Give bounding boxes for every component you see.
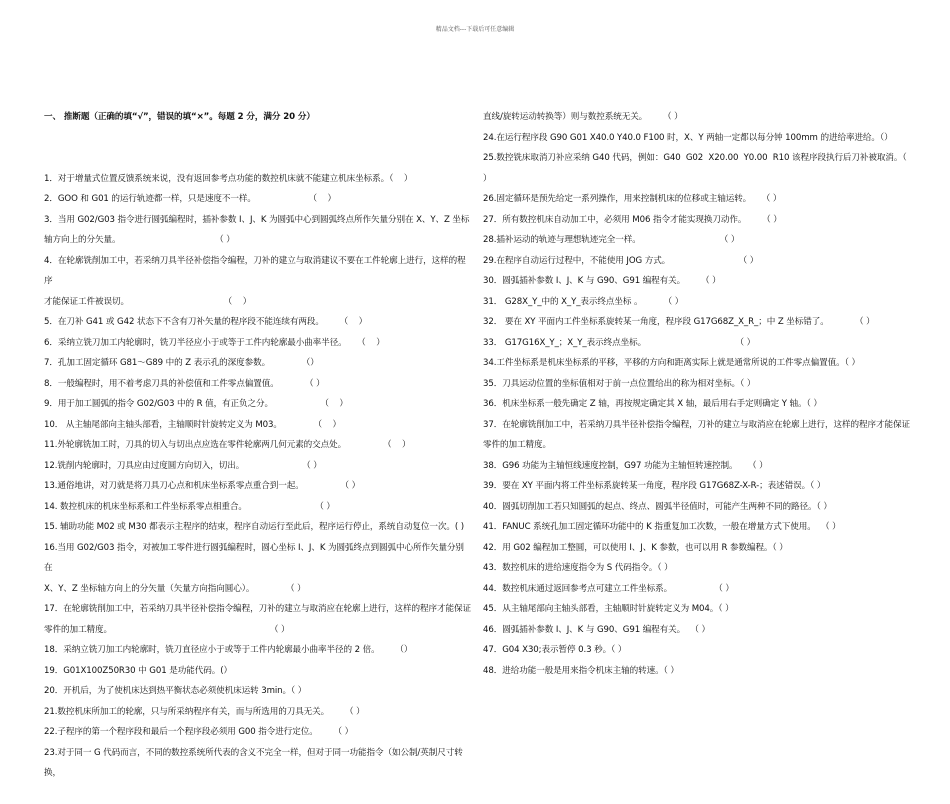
question-line: 2．GOO 和 G01 的运行轨迹都一样，只是速度不一样。 （ ） — [44, 194, 336, 204]
question-line: 45．从主轴尾部向主轴头部看，主轴顺时针旋转定义为 M04。（ ） — [483, 604, 734, 614]
question-line: 10． 从主轴尾部向主轴头部看，主轴顺时针旋转定义为 M03。 （ ） — [44, 419, 341, 430]
question-line: 33． G17G16X_Y_；X_Y_表示终点坐标。 （ ） — [483, 337, 756, 348]
question-line: 43．数控机床的进给速度指令为 S 代码指令。（ ） — [483, 563, 673, 573]
question-line: 41．FANUC 系统孔加工固定循环功能中的 K 指重复加工次数，一般在增量方式下使用。 （ ） — [483, 522, 841, 532]
question-line: 19．G01X100Z50R30 中 G01 是功能代码。(） — [44, 665, 232, 676]
question-line: 28.插补运动的轨迹与理想轨迹完全一样。 （ ） — [483, 235, 740, 245]
question-line: 零件的加工精度。 （ ） — [44, 624, 290, 635]
question-line: 44．数控机床通过返回参考点可建立工件坐标系。 （ ） — [483, 583, 734, 594]
question-line: 40．圆弧切削加工若只知圆弧的起点、终点、圆弧半径值时，可能产生两种不同的路径。（ ） — [483, 501, 832, 512]
question-line: 35．刀具运动位置的坐标值相对于前一点位置给出的称为相对坐标。（ ） — [483, 378, 756, 389]
question-line: 26.固定循环是预先给定一系列操作，用来控制机床的位移或主轴运转。 （ ） — [483, 194, 782, 204]
question-line: 37．在轮廓铣削加工中，若采纳刀具半径补偿指令编程，刀补的建立与取消应在轮廓上进行，这样的程序才能保证 — [483, 419, 910, 430]
right-question-list — [483, 107, 913, 681]
question-line: 14. 数控机床的机床坐标系和工件坐标系零点相重合。 （ ） — [44, 501, 335, 512]
question-line: 34.工件坐标系是机床坐标系的平移，平移的方向和距离实际上就是通常所说的工件零点偏置值。（ ） — [483, 358, 860, 368]
question-line: 1．对于增量式位置反馈系统来说，没有返回参考点功能的数控机床就不能建立机床坐标系。（ ） — [44, 173, 413, 184]
left-column — [44, 66, 472, 804]
question-line: 15. 辅助功能 M02 或 M30 都表示主程序的结束，程序自动运行至此后，程序运行停止，系统自动复位一次。( ) — [44, 522, 465, 532]
question-line: 31． G28X_Y_中的 X_Y_表示终点坐标 。 （ ） — [483, 296, 684, 307]
question-line: 36．机床坐标系一般先确定 Z 轴，再按规定确定其 X 轴，最后用右手定则确定 Y 轴。（ ） — [483, 399, 822, 409]
question-line: 30．圆弧插补参数 I、J、K 与 G90、G91 编程有关。 （ ） — [483, 276, 721, 286]
question-line: 17．在轮廓铣削加工中，若采纳刀具半径补偿指令编程，刀补的建立与取消应在轮廓上进行，这样的程序才能保证 — [44, 604, 471, 614]
question-line: 23.对于同一 G 代码而言，不同的数控系统所代表的含义不完全一样，但对于同一功能指令（如公制/英制尺寸转换， — [44, 747, 463, 778]
question-line: 11.外轮廓铣加工时，刀具的切入与切出点应选在零件轮廓两几何元素的交点处。 （ ） — [44, 440, 411, 450]
question-line: 29.在程序自动运行过程中，不能使用 JOG 方式。 （ ） — [483, 255, 759, 266]
question-line: 47．G04 X30;表示暂停 0.3 秒。（ ） — [483, 645, 627, 655]
question-line: 48．进给功能一般是用来指令机床主轴的转速。（ ） — [483, 665, 679, 676]
question-line: 27．所有数控机床自动加工中，必须用 M06 指令才能实现换刀动作。 （ ） — [483, 214, 782, 225]
question-line: 18．采纳立铣刀加工内轮廓时，铣刀直径应小于或等于工件内轮廓最小曲率半径的 2 倍。 （） — [44, 645, 413, 655]
question-line: 4．在轮廓铣削加工中，若采纳刀具半径补偿指令编程，刀补的建立与取消建议不要在工件轮廓上进行，这样的程序 — [44, 255, 466, 286]
question-line: 直线/旋转运动转换等）则与数控系统无关。 （ ） — [483, 112, 683, 122]
question-line: 24.在运行程序段 G90 G01 X40.0 Y40.0 F100 时，X、Y 两轴一定都以每分钟 100mm 的进给率进给。（） — [483, 132, 893, 143]
question-line: 8．一般编程时，用不着考虑刀具的补偿值和工件零点偏置值。 （ ） — [44, 378, 325, 389]
question-line: 38．G96 功能为主轴恒线速度控制，G97 功能为主轴恒转速控制。 （ ） — [483, 460, 768, 471]
question-line: 32． 要在 XY 平面内工件坐标系旋转某一角度，程序段 G17G68Z_X_R_；中 Z 坐标错了。 （ ） — [483, 317, 875, 327]
question-line: 39．要在 XY 平面内将工件坐标系旋转某一角度，程序段 G17G68Z-X-R-；表述错误。（ ） — [483, 481, 826, 491]
left-question-list — [44, 169, 472, 784]
question-line: 13.通俗地讲，对刀就是将刀具刀心点和机床坐标系零点重合到一起。 （ ） — [44, 481, 361, 491]
question-line: ） — [483, 173, 492, 184]
question-line: 7．孔加工固定循环 G81～G89 中的 Z 表示孔的深度参数。 （） — [44, 358, 319, 368]
question-line: X、Y、Z 坐标轴方向上的分矢量（矢量方向指向圆心）。 （ ） — [44, 583, 306, 594]
question-line: 42．用 G02 编程加工整圆，可以使用 I、J、K 参数，也可以用 R 参数编程。（ ） — [483, 542, 788, 553]
section-title: 一、 推断题（正确的填“√”，错误的填“×”。每题 2 分，满分 20 分） — [44, 112, 315, 122]
question-line: 46．圆弧插补参数 I、J、K 与 G90、G91 编程有关。 （ ） — [483, 624, 711, 635]
question-line: 零件的加工精度。 — [483, 440, 551, 450]
question-line: 21.数控机床所加工的轮廓，只与所采纳程序有关，而与所选用的刀具无关。 （ ） — [44, 706, 365, 717]
question-line: 3．当用 G02/G03 指令进行圆弧编程时，插补参数 I、J、K 为圆弧中心到圆弧终点所作矢量分别在 X、Y、Z 坐标 — [44, 214, 470, 225]
question-line: 25.数控铣床取消刀补应采纳 G40 代码，例如：G40 G02 X20.00 Y0.00 R10 该程序段执行后刀补被取消。（ — [483, 153, 907, 163]
question-line: 5．在刀补 G41 或 G42 状态下不含有刀补矢量的程序段不能连续有两段。 （ ） — [44, 317, 368, 327]
question-line: 16.当用 G02/G03 指令，对被加工零件进行圆弧编程时，圆心坐标 I、J、K 为圆弧终点到圆弧中心所作矢量分别在 — [44, 542, 464, 573]
question-line: 20．开机后，为了使机床达到热平衡状态必须使机床运转 3min。（ ） — [44, 686, 307, 696]
question-line: 才能保证工件被误切。 （ ） — [44, 296, 252, 307]
question-line: 12.铣削内轮廓时，刀具应由过度圆方向切入，切出。 （ ） — [44, 460, 322, 471]
question-line: 轴方向上的分矢量。 （ ） — [44, 235, 235, 245]
question-line: 6．采纳立铣刀加工内轮廓时，铣刀半径应小于或等于工件内轮廓最小曲率半径。 （ ） — [44, 337, 385, 348]
question-line: 22.子程序的第一个程序段和最后一个程序段必须用 G00 指令进行定位。 （ ） — [44, 727, 354, 737]
page-header: 精品文档---下载后可任意编辑 — [435, 26, 515, 33]
question-line: 9．用于加工圆弧的指令 G02/G03 中的 R 值，有正负之分。 （ ） — [44, 399, 348, 409]
right-column — [483, 66, 913, 702]
